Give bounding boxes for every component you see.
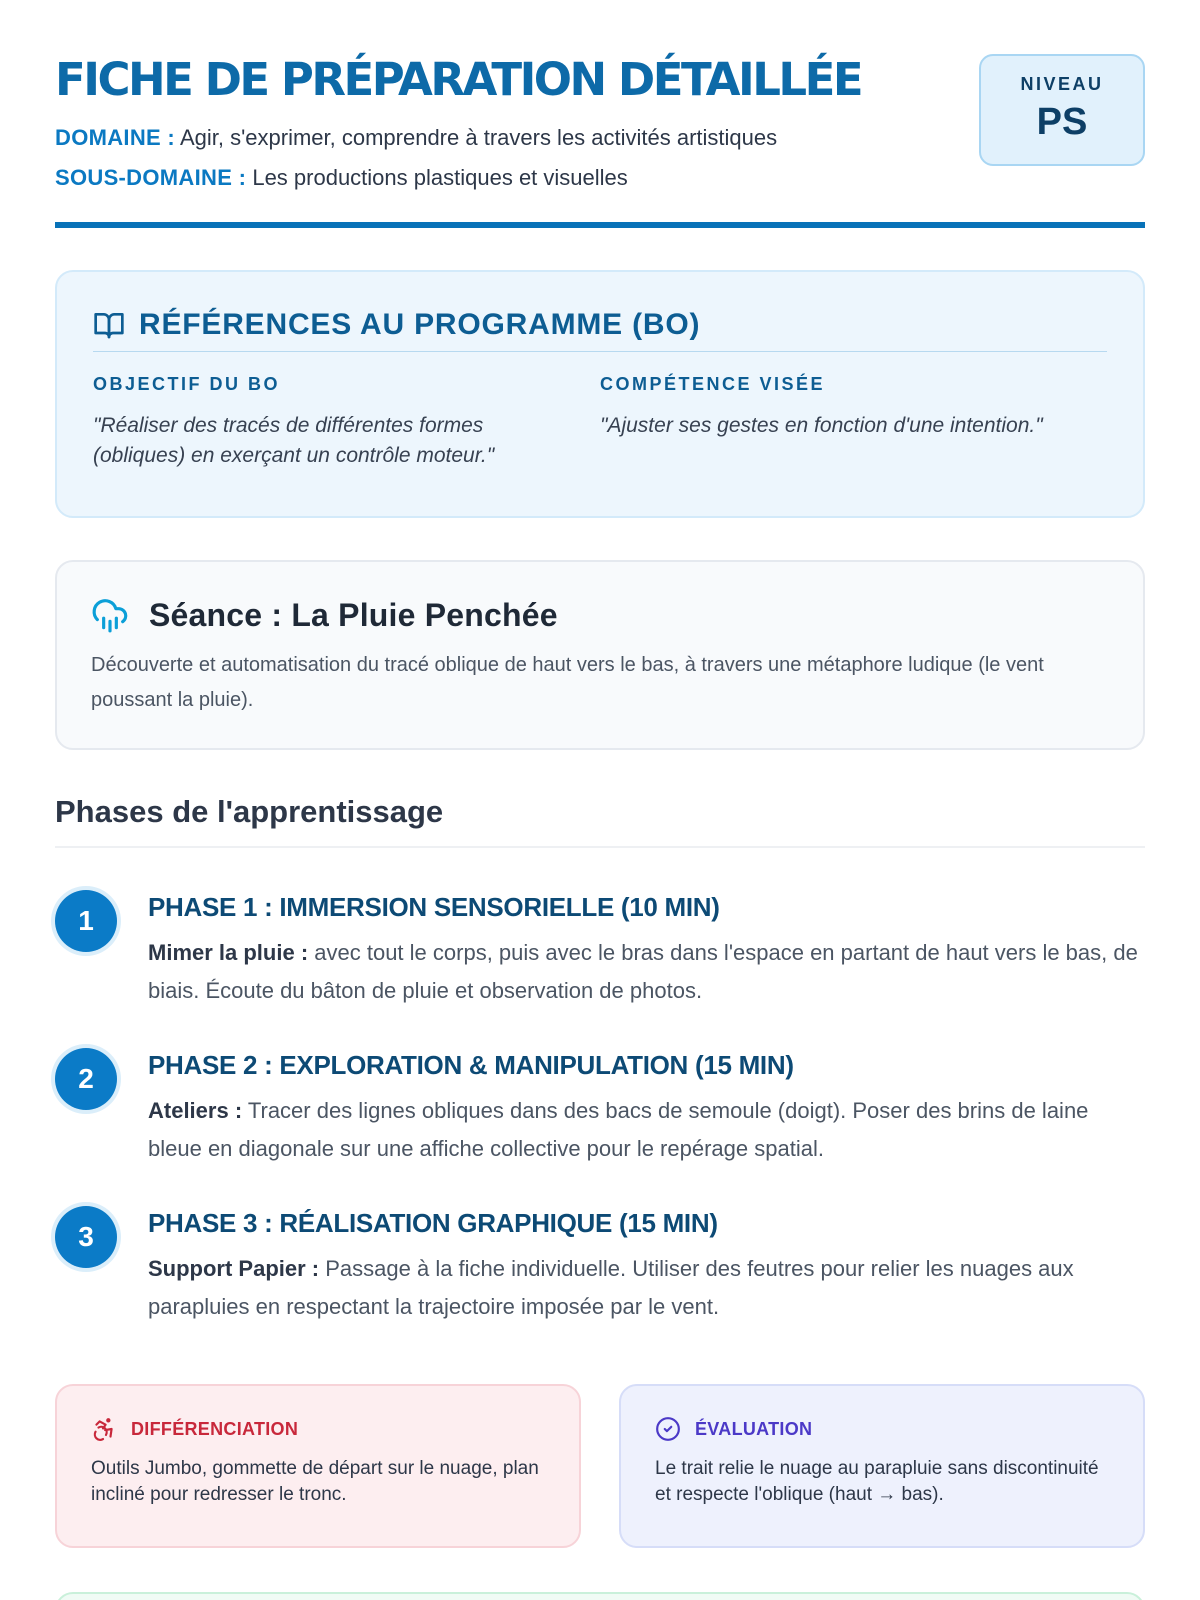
phase-description: [148, 934, 1145, 1010]
phase-description: [148, 1092, 1145, 1168]
phase-lead: Support Papier :: [148, 1256, 320, 1281]
subdomain-value: Les productions plastiques et visuelles: [252, 165, 628, 190]
book-open-icon: [93, 309, 125, 341]
objective-label: OBJECTIF DU BO: [93, 374, 281, 394]
phase-number-badge: 2: [55, 1048, 117, 1110]
header: [55, 0, 1145, 228]
differentiation-text: Outils Jumbo, gommette de départ sur le nuage, plan incliné pour redresser le tronc.: [91, 1458, 539, 1505]
next-card-edge: [55, 1592, 1145, 1600]
phase-body: Tracer des lignes obliques dans des bacs de semoule (doigt). Poser des brins de laine bleue en diagonale sur une affiche collective pour le repérage spatial.: [148, 1098, 1089, 1161]
accessibility-icon: [91, 1416, 117, 1442]
phase-title: PHASE 2 : EXPLORATION & MANIPULATION (15 MIN): [148, 1050, 794, 1080]
competence-label: COMPÉTENCE VISÉE: [600, 374, 826, 394]
phase-lead: Ateliers :: [148, 1098, 243, 1123]
phase-title: PHASE 1 : IMMERSION SENSORIELLE (10 MIN): [148, 892, 720, 922]
subdomain-line: [55, 158, 1145, 198]
phase-description: [148, 1250, 1145, 1326]
level-badge: [979, 54, 1145, 166]
subdomain-label: SOUS-DOMAINE :: [55, 165, 247, 190]
objective-text: "Réaliser des tracés de différentes formes (obliques) en exerçant un contrôle moteur.": [93, 414, 495, 467]
seance-description: Découverte et automatisation du tracé oblique de haut vers le bas, à travers une métaphore ludique (le vent poussant la pluie).: [91, 654, 1044, 711]
evaluation-card: [619, 1384, 1145, 1548]
phase-number-badge: 3: [55, 1206, 117, 1268]
bottom-boxes: [55, 1384, 1145, 1548]
bo-competence: [600, 374, 1107, 471]
phase-number-badge: 1: [55, 890, 117, 952]
phase-title: PHASE 3 : RÉALISATION GRAPHIQUE (15 MIN): [148, 1208, 718, 1238]
differentiation-card: [55, 1384, 581, 1548]
bo-header: [93, 308, 1107, 352]
differentiation-title: DIFFÉRENCIATION: [131, 1418, 299, 1439]
phases-section-title: Phases de l'apprentissage: [55, 794, 1145, 848]
page-title: FICHE DE PRÉPARATION DÉTAILLÉE: [55, 53, 862, 106]
level-label: NIVEAU: [1020, 74, 1104, 94]
domain-value: Agir, s'exprimer, comprendre à travers les activités artistiques: [179, 125, 778, 150]
differentiation-header: [91, 1416, 545, 1442]
cloud-rain-icon: [91, 596, 129, 634]
bo-title: RÉFÉRENCES AU PROGRAMME (BO): [139, 307, 701, 341]
bo-columns: [93, 374, 1107, 471]
phase-lead: Mimer la pluie :: [148, 940, 309, 965]
evaluation-header: [655, 1416, 1109, 1442]
bo-references-card: [55, 270, 1145, 518]
bo-objective: [93, 374, 600, 471]
phase-item: [55, 1048, 1145, 1168]
phase-body: avec tout le corps, puis avec le bras dans l'espace en partant de haut vers le bas, de biais. Écoute du bâton de pluie et observation de photos.: [148, 940, 1138, 1003]
seance-title: Séance : La Pluie Penchée: [149, 596, 558, 633]
seance-header: [91, 596, 1109, 634]
evaluation-text: Le trait relie le nuage au parapluie sans discontinuité et respecte l'oblique (haut → bas).: [655, 1458, 1099, 1505]
seance-card: [55, 560, 1145, 750]
competence-text: "Ajuster ses gestes en fonction d'une intention.": [600, 414, 1043, 437]
evaluation-title: ÉVALUATION: [695, 1418, 813, 1439]
phase-item: [55, 890, 1145, 1010]
phase-item: [55, 1206, 1145, 1326]
domain-label: DOMAINE :: [55, 125, 176, 150]
level-value: PS: [1036, 101, 1088, 143]
phase-body: Passage à la fiche individuelle. Utiliser des feutres pour relier les nuages aux parapluies en respectant la trajectoire imposée par le vent.: [148, 1256, 1074, 1319]
check-circle-icon: [655, 1416, 681, 1442]
